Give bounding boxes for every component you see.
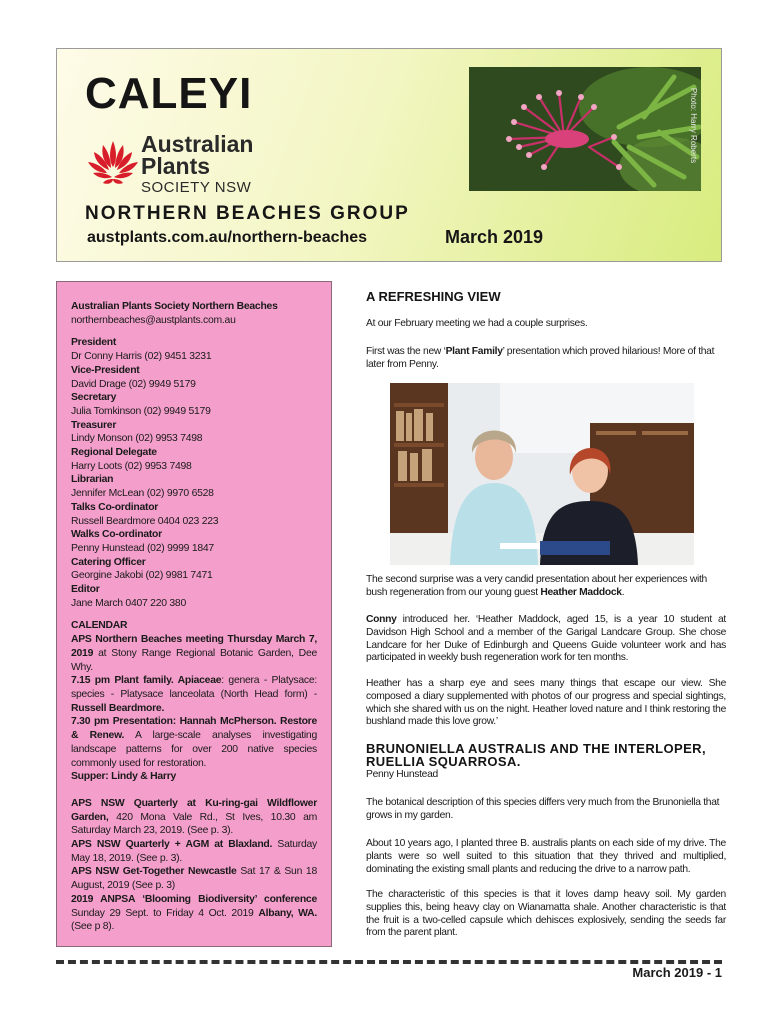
logo-text-society: SOCIETY NSW (141, 179, 252, 196)
contact-value: Jane March 0407 220 380 (71, 597, 186, 609)
article2-characteristics: The characteristic of this species is that it loves damp heavy soil. My garden supplies this, being heavy clay on Wianamatta shale. Another characteristic is that the fruit is a two-celled capsule which dehisces explosively, sending the seeds far from the parent plant. (366, 889, 726, 939)
contact-value: Georgine Jakobi (02) 9981 7471 (71, 570, 213, 582)
article2-planting: About 10 years ago, I planted three B. australis plants on each side of my drive. The plants were so well suited to this situation that they thrived and multiplied, dominating the existing small plants and reducing the drive to a narrow path. (366, 838, 726, 875)
society-email[interactable]: northernbeaches@austplants.com.au (71, 314, 236, 326)
grevillea-photo-image (469, 67, 701, 191)
article2-author: Penny Hunstead (366, 769, 438, 780)
calendar-meeting: APS Northern Beaches meeting Thursday March 7, 2019 at Stony Range Regional Botanic Garden, Dee Why. (71, 634, 317, 673)
contact-role: Treasurer (71, 419, 117, 431)
logo-text-plants: Plants (141, 153, 211, 179)
contact-value: Penny Hunstead (02) 9999 1847 (71, 542, 214, 554)
grevillea-flower-photo (469, 67, 701, 191)
calendar-item-plant-family: 7.15 pm Plant family. Apiaceae: genera - Platysace: species - Platysace lanceolata (North Head form) - Russell Beardmore. (71, 675, 317, 714)
calendar-supper: Supper: Lindy & Harry (71, 771, 177, 783)
aps-logo (85, 133, 285, 195)
newsletter-title: CALEYI (85, 69, 253, 118)
article1-plant-family: First was the new ‘Plant Family’ presentation which proved hilarious! More of that later from Penny. (366, 346, 715, 370)
contact-role: Vice-President (71, 364, 140, 376)
waratah-logo-icon (85, 137, 141, 191)
website-link[interactable]: austplants.com.au/northern-beaches (87, 229, 368, 246)
contact-role: President (71, 337, 117, 349)
photo-caption: The second surprise was a very candid presentation about her experiences with bush regeneration from our young guest Heather Maddock. (366, 574, 707, 598)
contact-role: Secretary (71, 392, 117, 404)
logo-text-australian: Australian (141, 131, 254, 157)
contact-value: Dr Conny Harris (02) 9451 3231 (71, 351, 212, 363)
contact-value: Lindy Monson (02) 9953 7498 (71, 433, 203, 445)
calendar-event-blaxland: APS NSW Quarterly + AGM at Blaxland. Saturday May 18, 2019. (See p. 3). (71, 839, 317, 864)
contact-value: Jennifer McLean (02) 9970 6528 (71, 488, 214, 500)
group-name: NORTHERN BEACHES GROUP (85, 203, 410, 224)
contact-value: Harry Loots (02) 9953 7498 (71, 460, 192, 472)
masthead (56, 48, 722, 262)
society-name: Australian Plants Society Northern Beaches (71, 301, 278, 312)
article-heading-refreshing-view: A REFRESHING VIEW (366, 289, 501, 304)
article1-heather-intro: Conny introduced her. ‘Heather Maddock, aged 15, is a year 10 student at Davidson High School and a member of the Garigal Landcare Group. She chose Landcare for her Duke of Edinburgh and Queens Guide volunteer work and has participated in weekly bush regeneration work for ten months. (366, 614, 726, 664)
contact-value: David Drage (02) 9949 5179 (71, 378, 196, 390)
contact-role: Catering Officer (71, 556, 146, 568)
article-heading-brunoniella: BRUNONIELLA AUSTRALIS AND THE INTERLOPER, RUELLIA SQUARROSA. (366, 741, 706, 769)
photo-credit: Photo: Harry Roberts (688, 87, 698, 164)
contact-value: Russell Beardmore 0404 023 223 (71, 515, 219, 527)
calendar-event-anpsa: 2019 ANPSA ‘Blooming Biodiversity’ conference Sunday 29 Sept. to Friday 4 Oct. 2019 Albany, WA. (See p 8). (71, 893, 317, 933)
calendar-event-kuringgai: APS NSW Quarterly at Ku-ring-gai Wildflower Garden, 420 Mona Vale Rd., St Ives, 10.30 am Saturday March 23, 2019. (See p. 3). (71, 797, 317, 837)
contacts-sidebar (56, 281, 332, 947)
presentation-photo-image (390, 383, 694, 565)
contact-role: Librarian (71, 474, 114, 486)
contact-role: Editor (71, 584, 100, 596)
contact-role: Regional Delegate (71, 447, 157, 459)
article2-description: The botanical description of this species differs very much from the Brunoniella that grows in my garden. (366, 797, 720, 821)
committee-contacts (71, 336, 317, 610)
calendar-event-newcastle: APS NSW Get-Together Newcastle Sat 17 & Sun 18 August, 2019 (See p. 3) (71, 866, 317, 892)
article1-heather-diary: Heather has a sharp eye and sees many things that escape our view. She composed a diary supplemented with photos of our progress and special sightings, which she shared with us on the night. Heather loved nature and I think restoring the bushland made this love grow.’ (366, 678, 726, 728)
article1-intro: At our February meeting we had a couple surprises. (366, 318, 588, 329)
issue-date: March 2019 (445, 227, 544, 247)
calendar-title: CALENDAR (71, 620, 128, 632)
page-footer-label: March 2019 - 1 (632, 965, 722, 980)
calendar-item-presentation: 7.30 pm Presentation: Hannah McPherson. Restore & Renew. A large-scale analyses investigating landscape patterns for over 200 native species commonly used for restoration. (71, 716, 317, 769)
contact-role: Talks Co-ordinator (71, 501, 159, 513)
presentation-photo (390, 383, 694, 565)
contact-value: Julia Tomkinson (02) 9949 5179 (71, 405, 211, 417)
contact-role: Walks Co-ordinator (71, 529, 162, 541)
footer-divider (56, 960, 722, 964)
